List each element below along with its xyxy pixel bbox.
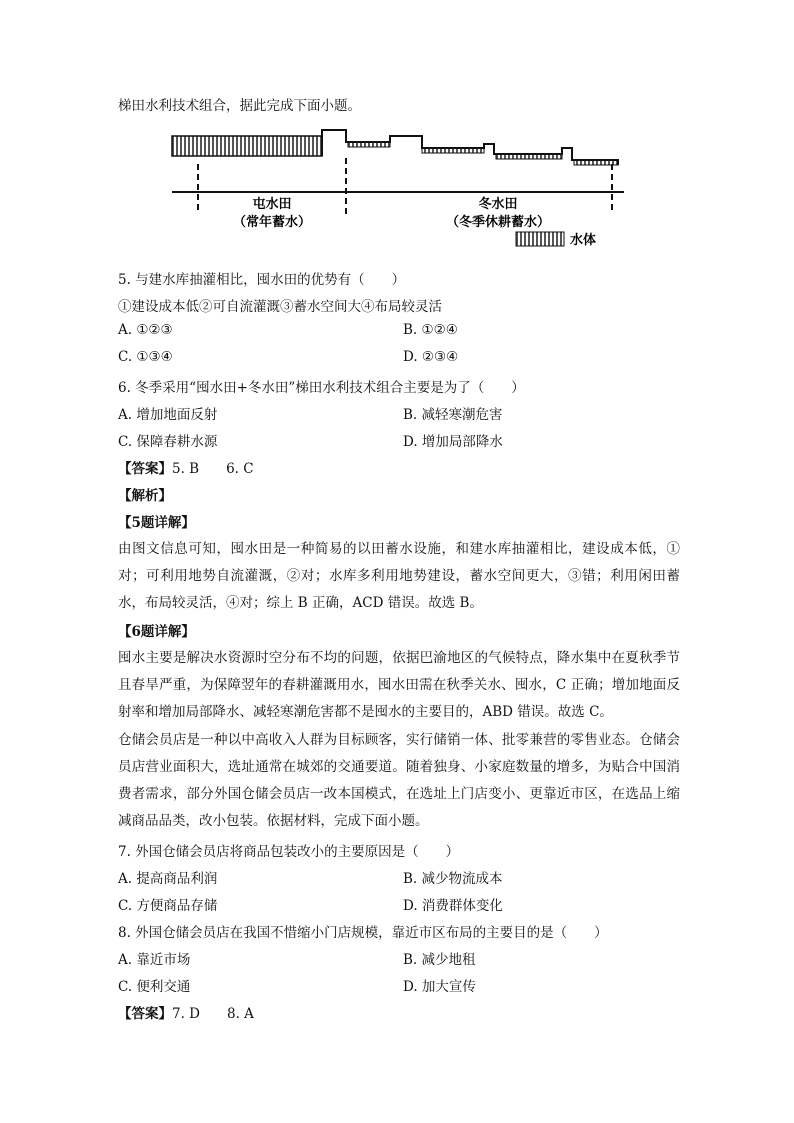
q7-option-d: D. 消费群体变化 bbox=[403, 898, 503, 914]
left-field-label: 屯水田 bbox=[252, 197, 292, 212]
q7-option-c: C. 方便商品存储 bbox=[118, 898, 218, 914]
q8-option-b: B. 减少地租 bbox=[403, 952, 476, 968]
q5-option-d: D. ②③④ bbox=[403, 349, 459, 365]
q7-option-a: A. 提高商品利润 bbox=[118, 871, 218, 887]
legend-swatch bbox=[516, 232, 564, 246]
left-field-sub: （常年蓄水） bbox=[232, 215, 312, 230]
analysis-label: 【解析】 bbox=[118, 488, 172, 504]
right-field-sub: （冬季休耕蓄水） bbox=[445, 215, 551, 230]
passage-2: 仓储会员店是一种以中高收入人群为目标顾客，实行储销一体、批零兼营的零售业态。仓储会员店营业面积大，选址通常在城郊的交通要道。随着独身、小家庭数量的增多，为贴合中国消费者需求，部分外国仓储会员店一改本国模式，在选址上门店变小、更靠近市区，在选品上缩减商品品类，改小包装。依据材料，完成下面小题。 bbox=[118, 732, 680, 829]
water-bodies bbox=[172, 136, 618, 165]
q5-option-b: B. ①②④ bbox=[403, 322, 458, 338]
legend-label: 水体 bbox=[570, 233, 597, 248]
q5-option-c: C. ①③④ bbox=[118, 349, 173, 365]
detail5-label: 【5题详解】 bbox=[118, 515, 195, 531]
answer-block-2 bbox=[118, 1002, 254, 1022]
detail6-text: 囤水主要是解决水资源时空分布不均的问题，依据巴渝地区的气候特点，降水集中在夏秋季节且春旱严重，为保障翌年的春耕灌溉用水，囤水田需在秋季关水、囤水，C 正确；增加地面反射率和增加局部降水、减轻寒潮危害都不是囤水的主要目的，ABD 错误。故选 C。 bbox=[118, 650, 680, 720]
answer-block-1 bbox=[118, 457, 254, 477]
q8-option-a: A. 靠近市场 bbox=[118, 952, 191, 968]
q6-option-b: B. 减轻寒潮危害 bbox=[403, 407, 503, 423]
q6-option-c: C. 保障春耕水源 bbox=[118, 434, 218, 450]
right-field-label: 冬水田 bbox=[478, 197, 518, 212]
answer-label: 【答案】 bbox=[118, 1006, 172, 1022]
answer-text: 7. D 8. A bbox=[172, 1006, 254, 1022]
detail5-text: 由图文信息可知，囤水田是一种简易的以田蓄水设施，和建水库抽灌相比，建设成本低，①对；可利用地势自流灌溉，②对；水库多利用地势建设，蓄水空间更大，③错；利用闲田蓄水，布局较灵活，④对；综上 B 正确，ACD 错误。故选 B。 bbox=[118, 541, 680, 611]
intro-line: 梯田水利技术组合，据此完成下面小题。 bbox=[118, 98, 361, 114]
q8-option-d: D. 加大宣传 bbox=[403, 979, 476, 995]
answer-text: 5. B 6. C bbox=[172, 461, 254, 477]
q6-stem: 6. 冬季采用“囤水田+冬水田”梯田水利技术组合主要是为了（ ） bbox=[118, 380, 525, 396]
q8-stem: 8. 外国仓储会员店在我国不惜缩小门店规模，靠近市区布局的主要目的是（ ） bbox=[118, 925, 608, 941]
q6-option-a: A. 增加地面反射 bbox=[118, 407, 218, 423]
detail6-label: 【6题详解】 bbox=[118, 624, 195, 640]
q5-items: ①建设成本低②可自流灌溉③蓄水空间大④布局较灵活 bbox=[118, 299, 442, 315]
q6-option-d: D. 增加局部降水 bbox=[403, 434, 503, 450]
terrace-diagram bbox=[160, 118, 640, 258]
q5-option-a: A. ①②③ bbox=[118, 322, 173, 338]
q7-stem: 7. 外国仓储会员店将商品包装改小的主要原因是（ ） bbox=[118, 844, 460, 860]
q8-option-c: C. 便利交通 bbox=[118, 979, 191, 995]
q5-stem: 5. 与建水库抽灌相比，囤水田的优势有（ ） bbox=[118, 272, 406, 288]
q7-option-b: B. 减少物流成本 bbox=[403, 871, 503, 887]
answer-label: 【答案】 bbox=[118, 461, 172, 477]
